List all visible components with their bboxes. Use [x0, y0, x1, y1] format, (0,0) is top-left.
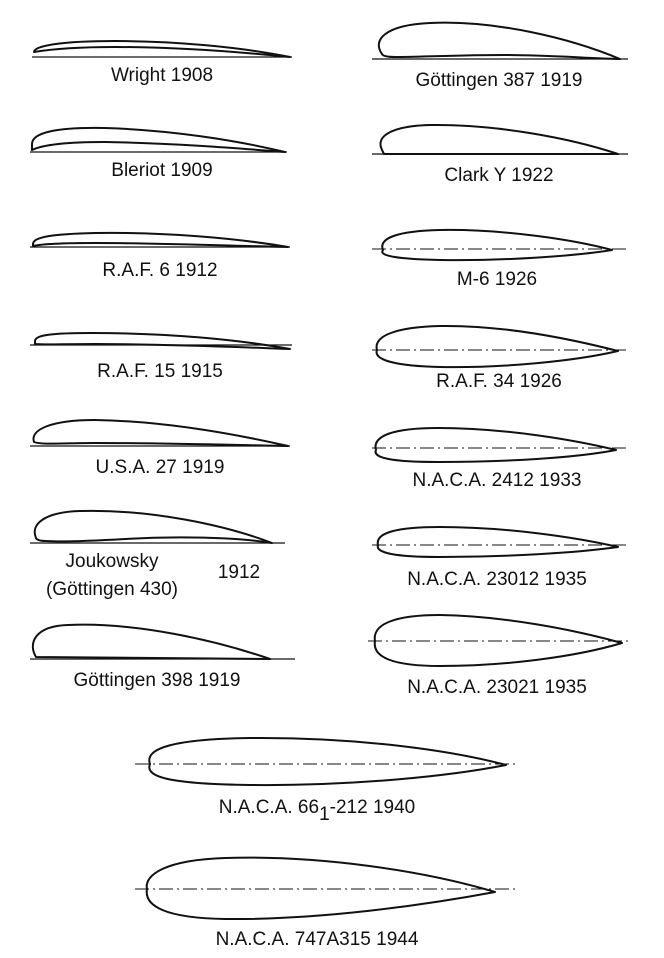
label-raf15: R.A.F. 15 1915 — [97, 361, 223, 382]
airfoil-bleriot — [30, 128, 287, 181]
airfoil-naca747 — [135, 858, 515, 950]
airfoil-profile — [35, 511, 272, 543]
airfoil-raf34 — [372, 326, 628, 392]
airfoil-profile — [380, 125, 618, 154]
airfoil-naca23012 — [372, 527, 628, 590]
airfoil-profile — [379, 23, 620, 59]
label-joukowsky-year: 1912 — [217, 562, 261, 583]
label-naca23012: N.A.C.A. 23012 1935 — [407, 569, 587, 590]
airfoil-profile — [149, 738, 506, 785]
airfoil-profile — [33, 233, 288, 247]
airfoil-profile — [33, 625, 270, 659]
airfoil-profile — [35, 333, 290, 349]
label-usa27: U.S.A. 27 1919 — [95, 457, 225, 478]
airfoil-clarky — [372, 125, 628, 186]
label-raf34: R.A.F. 34 1926 — [436, 371, 562, 392]
label-wright: Wright 1908 — [110, 65, 214, 86]
label-joukowsky-name2: (Göttingen 430) — [45, 579, 179, 600]
airfoil-profile — [378, 527, 618, 557]
label-clarky: Clark Y 1922 — [444, 165, 554, 186]
airfoil-naca2412 — [372, 428, 628, 491]
airfoil-profile — [34, 41, 290, 57]
airfoil-m6 — [372, 230, 628, 290]
airfoil-profile — [382, 230, 612, 260]
airfoil-raf6 — [30, 233, 290, 281]
airfoil-profile — [377, 326, 618, 367]
airfoil-profile — [147, 858, 495, 919]
label-m6: M-6 1926 — [456, 269, 538, 290]
airfoil-raf15 — [30, 333, 292, 382]
airfoil-joukowsky — [30, 511, 285, 600]
label-naca747: N.A.C.A. 747A315 1944 — [215, 929, 419, 950]
airfoil-naca66 — [135, 738, 515, 825]
airfoil-naca23021 — [368, 615, 628, 698]
airfoil-profile — [376, 428, 616, 462]
label-bleriot: Bleriot 1909 — [111, 160, 213, 181]
label-naca23021: N.A.C.A. 23021 1935 — [407, 677, 587, 698]
airfoil-usa27 — [30, 420, 290, 478]
airfoil-profile — [34, 420, 288, 446]
airfoil-gottingen398 — [30, 625, 295, 691]
label-gottingen398: Göttingen 398 1919 — [73, 670, 241, 691]
label-naca66: N.A.C.A. 661-212 1940 — [218, 797, 416, 825]
label-joukowsky-name: Joukowsky — [65, 551, 159, 572]
label-raf6: R.A.F. 6 1912 — [102, 260, 218, 281]
label-naca2412: N.A.C.A. 2412 1933 — [412, 470, 582, 491]
label-gottingen387: Göttingen 387 1919 — [415, 70, 583, 91]
airfoil-gottingen387 — [372, 23, 628, 91]
airfoil-wright — [32, 41, 292, 86]
airfoil-profile — [32, 128, 285, 152]
